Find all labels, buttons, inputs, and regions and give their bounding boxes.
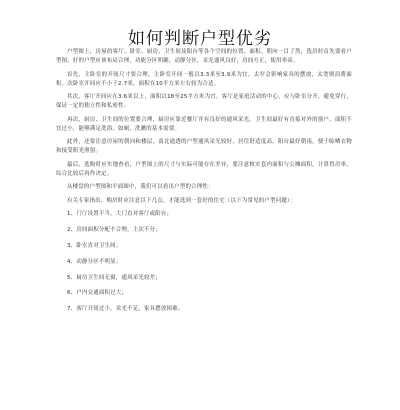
list-item: 1、门厅设置不当，大门直对客厅或阳台； [67, 211, 173, 218]
lead-sentence: 从楼盘的户型图和平面图中，我们可以看出户型的合理性： [67, 184, 214, 191]
list-item: 6、户内交通面积过大； [67, 290, 128, 297]
document-title: 如何判断户型优劣 [128, 29, 272, 49]
paragraph: 再次，厨房、卫生间的位置要合理，厨房应靠近餐厅并有良好的通风采光。卫生间最好有直接对外的窗户，面积不宜过小，能够满足洗浴、如厕、洗漱的基本需要。 [56, 116, 352, 132]
paragraph: 其次，客厅开间应在3.6米以上，面积以18至25平方米为宜。客厅是家庭活动的中心，应与卧室分开，避免穿行，保证一定的独立性和私密性。 [56, 94, 352, 110]
paragraph: 此外，还要注意房屋的朝向和楼层，南北通透的户型通风采光较好，居住舒适度高。阳台最好朝南，便于晾晒衣物和接受阳光照射。 [56, 139, 352, 155]
document-body [56, 48, 352, 321]
list-item: 4、动静分区不明显； [67, 258, 122, 265]
list-item: 5、厨房卫生间无窗，通风采光较差； [67, 274, 161, 281]
paragraph: 最后，选购时应实地查看，户型图上的尺寸与实际可能存在差异，要注意核实套内面积与公摊面积，计算得房率，综合比较后再作决定。 [56, 161, 352, 177]
list-item: 2、房间面积分配不合理，主次不分； [67, 227, 161, 234]
list-item: 3、卧室直对卫生间； [67, 243, 122, 249]
paragraph: 首先，主卧室的开间尺寸要合理，主卧室开间一般以3.3米至3.9米为宜，太窄会影响家具的摆放，太宽则浪费面积。次卧室开间应不小于2.7米，面积在10平方米左右较为合适。 [56, 71, 352, 87]
list-item: 7、客厅开间过小，采光不足，家具摆放困难。 [67, 306, 184, 313]
paragraph: 户型图上，房屋的客厅、卧室、厨房、卫生间及阳台等各个空间的位置、面积、朝向一目了然，选房时首先要看户型图。好的户型应该布局合理，功能分区明确，动静分区，采光通风良好，房间方正，使用率高。 [56, 49, 352, 65]
subheading: 有关专家指出，购房时应注意以下几点，才能选到一套好的住宅（以下为常见的户型问题）： [67, 197, 296, 204]
